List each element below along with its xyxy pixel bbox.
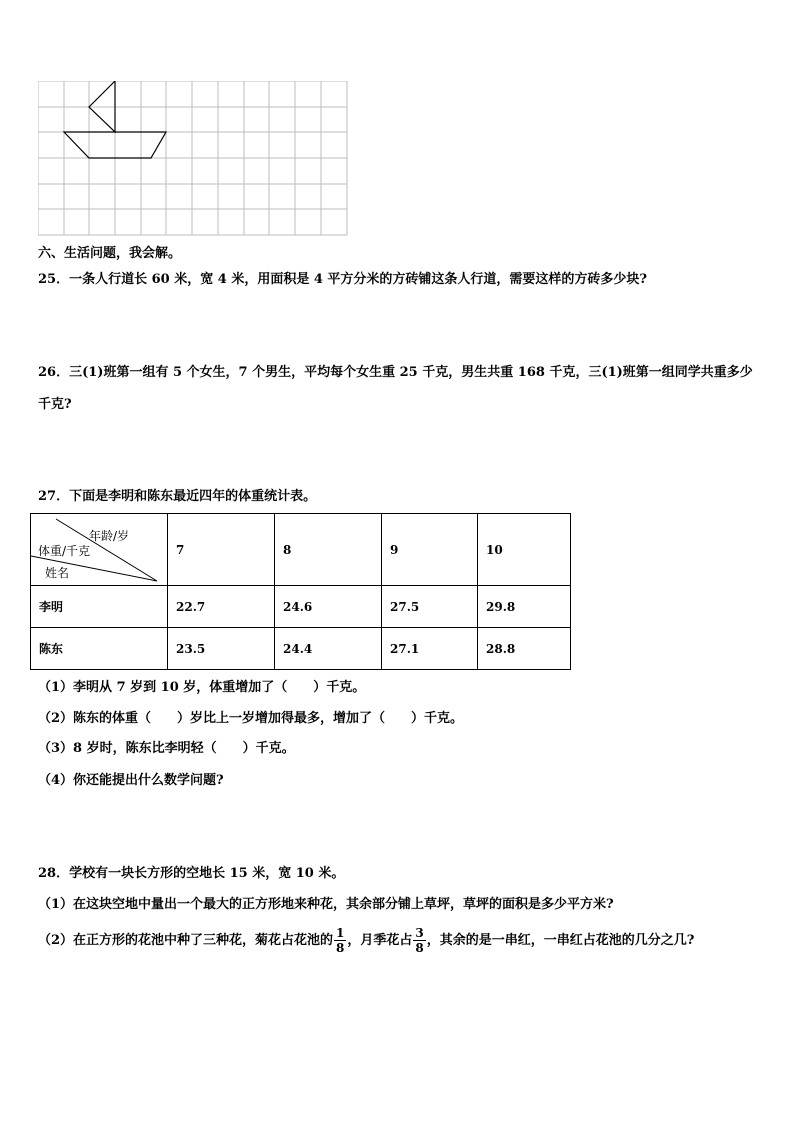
fraction-denominator: 8 <box>415 941 424 955</box>
question-27-title: 27．下面是李明和陈东最近四年的体重统计表。 <box>38 489 317 504</box>
value-cell: 27.1 <box>382 628 478 670</box>
question-27-sub4: （4）你还能提出什么数学问题? <box>38 773 224 788</box>
question-27-sub2: （2）陈东的体重（ ）岁比上一岁增加得最多，增加了（ ）千克。 <box>38 711 464 726</box>
question-28-sub2 <box>38 924 694 958</box>
q28-sub2-part-a: （2）在正方形的花池中种了三种花，菊花占花池的 <box>38 933 334 948</box>
question-26-line2: 千克? <box>38 397 72 412</box>
table-row <box>31 586 571 628</box>
age-cell: 7 <box>168 514 275 586</box>
table-diagonal-header <box>31 514 168 586</box>
name-cell: 李明 <box>31 586 168 628</box>
grid-lines <box>38 81 347 235</box>
age-cell: 9 <box>382 514 478 586</box>
question-28-title: 28．学校有一块长方形的空地长 15 米，宽 10 米。 <box>38 866 345 881</box>
q28-sub2-part-b: ，月季花占 <box>347 933 413 948</box>
value-cell: 24.6 <box>275 586 382 628</box>
value-cell: 22.7 <box>168 586 275 628</box>
question-25: 25．一条人行道长 60 米，宽 4 米，用面积是 4 平方分米的方砖铺这条人行道，需要这样的方砖多少块? <box>38 272 648 287</box>
fraction-denominator: 8 <box>336 941 345 955</box>
question-28-sub1: （1）在这块空地中量出一个最大的正方形地来种花，其余部分铺上草坪，草坪的面积是多少平方米? <box>38 897 614 912</box>
grid-figure <box>38 81 348 241</box>
table-header-row <box>31 514 571 586</box>
name-cell: 陈东 <box>31 628 168 670</box>
q28-sub2-part-c: ，其余的是一串红，一串红占花池的几分之几? <box>426 933 695 948</box>
header-age-label: 年龄/岁 <box>89 529 130 543</box>
value-cell: 29.8 <box>478 586 571 628</box>
value-cell: 24.4 <box>275 628 382 670</box>
weight-table <box>30 513 571 670</box>
fraction-numerator: 1 <box>336 926 345 940</box>
age-cell: 10 <box>478 514 571 586</box>
header-weight-label: 体重/千克 <box>38 544 91 558</box>
value-cell: 28.8 <box>478 628 571 670</box>
header-name-label: 姓名 <box>45 566 70 580</box>
fraction-three-eighths <box>413 926 425 955</box>
age-cell: 8 <box>275 514 382 586</box>
question-27-sub3: （3）8 岁时，陈东比李明轻（ ）千克。 <box>38 741 295 756</box>
question-27-sub1: （1）李明从 7 岁到 10 岁，体重增加了（ ）千克。 <box>38 680 366 695</box>
value-cell: 23.5 <box>168 628 275 670</box>
fraction-numerator: 3 <box>415 926 424 940</box>
question-26-line1: 26．三(1)班第一组有 5 个女生，7 个男生，平均每个女生重 25 千克，男生共重 168 千克，三(1)班第一组同学共重多少 <box>38 365 753 380</box>
table-row <box>31 628 571 670</box>
value-cell: 27.5 <box>382 586 478 628</box>
sailboat-grid <box>38 81 348 237</box>
fraction-one-eighth <box>334 926 346 955</box>
section-title: 六、生活问题，我会解。 <box>38 246 182 261</box>
